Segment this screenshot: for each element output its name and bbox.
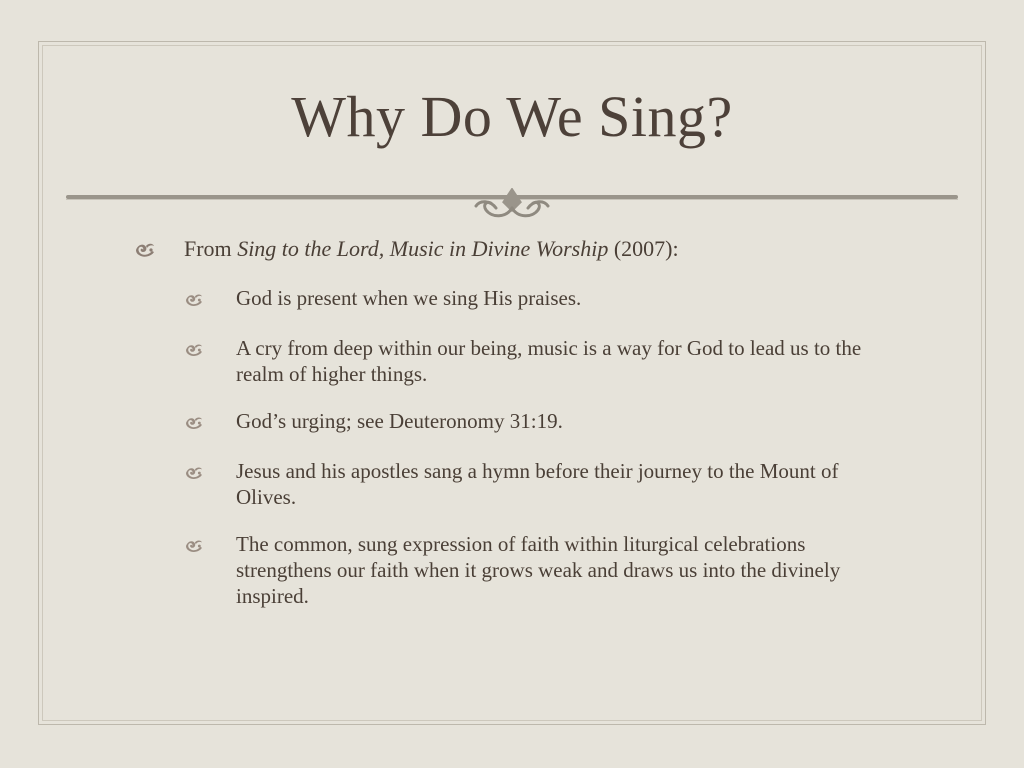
list-item	[184, 285, 904, 314]
slide-title: Why Do We Sing?	[291, 84, 733, 149]
fleuron-icon	[184, 335, 236, 364]
main-point-text: From Sing to the Lord, Music in Divine Worship (2007):	[184, 236, 679, 261]
fleuron-icon	[184, 285, 236, 314]
book-title: Sing to the Lord, Music in Divine Worship	[237, 236, 609, 261]
list-item	[184, 458, 904, 510]
list-item	[184, 408, 904, 437]
sub-point-list	[184, 285, 904, 609]
sub-point-text: God is present when we sing His praises.	[236, 286, 582, 310]
fleuron-icon	[184, 408, 236, 437]
sub-point-text: The common, sung expression of faith within liturgical celebrations strengthens our faith when it grows weak and draws us into the divinely inspired.	[236, 532, 841, 608]
list-item	[184, 335, 904, 387]
sub-point-text: God’s urging; see Deuteronomy 31:19.	[236, 409, 563, 433]
fleuron-icon	[184, 458, 236, 487]
list-item	[184, 531, 904, 609]
sub-point-text: A cry from deep within our being, music is a way for God to lead us to the realm of higher things.	[236, 336, 862, 386]
fleuron-icon	[134, 236, 184, 265]
slide-content	[134, 236, 904, 630]
sub-point-text: Jesus and his apostles sang a hymn before their journey to the Mount of Olives.	[236, 459, 839, 509]
main-bullet-item	[134, 236, 904, 265]
fleuron-icon	[184, 531, 236, 560]
ornament-divider-icon	[66, 188, 958, 228]
